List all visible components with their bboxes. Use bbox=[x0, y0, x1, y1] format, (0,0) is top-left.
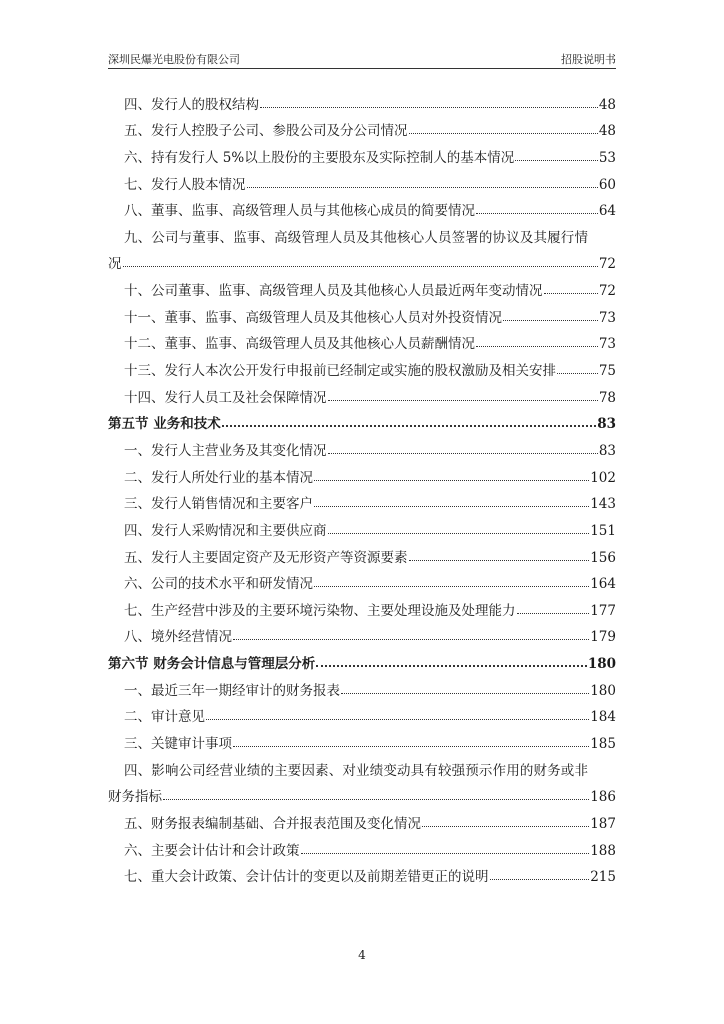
toc-entry[interactable] bbox=[108, 352, 616, 379]
toc-entry[interactable] bbox=[108, 486, 616, 513]
toc-entry[interactable] bbox=[108, 326, 616, 353]
dot-leader bbox=[233, 745, 589, 747]
toc-entry-page: 72 bbox=[598, 283, 616, 300]
toc-entry-title: 十三、发行人本次公开发行申报前已经制定或实施的股权激励及相关安排 bbox=[124, 363, 556, 380]
dot-leader bbox=[314, 505, 589, 507]
toc-entry-title: 三、关键审计事项 bbox=[124, 736, 232, 753]
toc-entry-page: 151 bbox=[590, 522, 616, 539]
dot-leader bbox=[301, 852, 590, 854]
toc-entry-title: 况 bbox=[108, 256, 122, 273]
toc-entry-title: 六、主要会计估计和会计政策 bbox=[124, 842, 300, 859]
toc-entry-title: 八、董事、监事、高级管理人员与其他核心成员的简要情况 bbox=[124, 203, 475, 220]
toc-entry-title: 十二、董事、监事、高级管理人员及其他核心人员薪酬情况 bbox=[124, 336, 475, 353]
toc-entry-page: 60 bbox=[598, 176, 616, 193]
toc-entry[interactable] bbox=[108, 592, 616, 619]
dot-leader bbox=[328, 532, 590, 534]
dot-leader bbox=[163, 798, 589, 800]
toc-entry-title: 八、境外经营情况 bbox=[124, 629, 232, 646]
page-header bbox=[108, 50, 616, 69]
dot-leader bbox=[341, 692, 589, 694]
dot-leader bbox=[222, 424, 597, 427]
toc-entry[interactable] bbox=[108, 86, 616, 113]
dot-leader bbox=[490, 878, 590, 880]
toc-entry[interactable] bbox=[108, 379, 616, 406]
toc-entry[interactable] bbox=[108, 113, 616, 140]
toc-entry[interactable] bbox=[108, 193, 616, 220]
dot-leader bbox=[206, 718, 589, 720]
toc-entry[interactable] bbox=[108, 725, 616, 752]
toc-entry-title: 十四、发行人员工及社会保障情况 bbox=[124, 389, 327, 406]
toc-entry-page: 75 bbox=[598, 363, 616, 380]
toc-entry-page: 83 bbox=[597, 416, 616, 433]
toc-entry-page: 73 bbox=[598, 309, 616, 326]
toc-entry-title: 一、发行人主营业务及其变化情况 bbox=[124, 442, 327, 459]
toc-entry[interactable] bbox=[108, 619, 616, 646]
toc-entry-title: 第五节 业务和技术 bbox=[108, 416, 221, 433]
toc-entry-page: 184 bbox=[590, 709, 616, 726]
header-company-name: 深圳民爆光电股份有限公司 bbox=[108, 53, 240, 66]
toc-entry-title: 三、发行人销售情况和主要客户 bbox=[124, 496, 313, 513]
toc-entry-page: 180 bbox=[590, 682, 616, 699]
toc-entry-page: 215 bbox=[590, 869, 616, 886]
dot-leader bbox=[422, 825, 589, 827]
dot-leader bbox=[260, 106, 598, 108]
toc-entry-title: 七、重大会计政策、会计估计的变更以及前期差错更正的说明 bbox=[124, 869, 489, 886]
toc-entry-page: 102 bbox=[590, 469, 616, 486]
toc-entry-page: 164 bbox=[590, 576, 616, 593]
page-number: 4 bbox=[358, 948, 366, 962]
header-document-title: 招股说明书 bbox=[561, 53, 616, 66]
toc-entry[interactable] bbox=[108, 672, 616, 699]
dot-leader bbox=[233, 638, 589, 640]
toc-entry-page: 73 bbox=[598, 336, 616, 353]
toc-entry[interactable] bbox=[108, 246, 616, 273]
dot-leader bbox=[409, 559, 590, 561]
toc-entry[interactable] bbox=[108, 752, 616, 779]
toc-entry-title: 一、最近三年一期经审计的财务报表 bbox=[124, 682, 340, 699]
toc-entry-page: 187 bbox=[590, 815, 616, 832]
toc-entry[interactable] bbox=[108, 512, 616, 539]
toc-entry[interactable] bbox=[108, 299, 616, 326]
toc-entry-title: 九、公司与董事、监事、高级管理人员及其他核心人员签署的协议及其履行情 bbox=[124, 229, 589, 246]
toc-entry[interactable] bbox=[108, 699, 616, 726]
toc-entry-page: 179 bbox=[590, 629, 616, 646]
dot-leader bbox=[123, 265, 598, 267]
toc-entry-title: 六、持有发行人 5%以上股份的主要股东及实际控制人的基本情况 bbox=[124, 149, 515, 166]
dot-leader bbox=[328, 452, 598, 454]
toc-section-entry[interactable] bbox=[108, 406, 616, 433]
toc-entry-page: 64 bbox=[598, 203, 616, 220]
dot-leader bbox=[517, 612, 590, 614]
toc-entry-page: 72 bbox=[598, 256, 616, 273]
toc-entry-page: 78 bbox=[598, 389, 616, 406]
toc-entry-page: 185 bbox=[590, 736, 616, 753]
toc-entry[interactable] bbox=[108, 566, 616, 593]
dot-leader bbox=[409, 132, 598, 134]
toc-entry-title: 二、审计意见 bbox=[124, 709, 205, 726]
dot-leader bbox=[476, 212, 598, 214]
toc-entry[interactable] bbox=[108, 805, 616, 832]
toc-entry[interactable] bbox=[108, 832, 616, 859]
toc-entry-page: 48 bbox=[598, 96, 616, 113]
toc-entry-title: 十、公司董事、监事、高级管理人员及其他核心人员最近两年变动情况 bbox=[124, 283, 543, 300]
toc-entry-title: 四、影响公司经营业绩的主要因素、对业绩变动具有较强预示作用的财务或非 bbox=[124, 762, 589, 779]
toc-entry-title: 五、发行人主要固定资产及无形资产等资源要素 bbox=[124, 549, 408, 566]
toc-entry-page: 186 bbox=[590, 789, 616, 806]
toc-entry-title: 七、发行人股本情况 bbox=[124, 176, 246, 193]
toc-entry-page: 143 bbox=[590, 496, 616, 513]
toc-entry-page: 188 bbox=[590, 842, 616, 859]
table-of-contents bbox=[108, 86, 616, 885]
dot-leader bbox=[515, 159, 598, 161]
toc-entry-page: 48 bbox=[598, 123, 616, 140]
toc-entry-title: 七、生产经营中涉及的主要环境污染物、主要处理设施及处理能力 bbox=[124, 602, 516, 619]
toc-entry-title: 财务指标 bbox=[108, 789, 162, 806]
toc-entry-page: 180 bbox=[587, 656, 616, 673]
toc-entry[interactable] bbox=[108, 459, 616, 486]
toc-entry[interactable] bbox=[108, 779, 616, 806]
toc-entry-title: 十一、董事、监事、高级管理人员及其他核心人员对外投资情况 bbox=[124, 309, 502, 326]
toc-entry[interactable] bbox=[108, 166, 616, 193]
toc-entry-page: 53 bbox=[598, 149, 616, 166]
toc-entry-title: 四、发行人的股权结构 bbox=[124, 96, 259, 113]
toc-entry-title: 六、公司的技术水平和研发情况 bbox=[124, 576, 313, 593]
dot-leader bbox=[557, 372, 598, 374]
toc-entry-title: 四、发行人采购情况和主要供应商 bbox=[124, 522, 327, 539]
toc-entry-page: 177 bbox=[590, 602, 616, 619]
toc-entry[interactable] bbox=[108, 432, 616, 459]
dot-leader bbox=[316, 664, 587, 667]
dot-leader bbox=[503, 319, 598, 321]
toc-entry-title: 五、财务报表编制基础、合并报表范围及变化情况 bbox=[124, 815, 421, 832]
toc-entry-title: 二、发行人所处行业的基本情况 bbox=[124, 469, 313, 486]
dot-leader bbox=[328, 399, 598, 401]
toc-entry[interactable] bbox=[108, 859, 616, 886]
toc-entry[interactable] bbox=[108, 219, 616, 246]
toc-entry-title: 五、发行人控股子公司、参股公司及分公司情况 bbox=[124, 123, 408, 140]
toc-entry[interactable] bbox=[108, 139, 616, 166]
dot-leader bbox=[314, 585, 589, 587]
toc-entry-title: 第六节 财务会计信息与管理层分析 bbox=[108, 656, 316, 673]
dot-leader bbox=[314, 479, 589, 481]
dot-leader bbox=[544, 292, 598, 294]
toc-entry-page: 83 bbox=[598, 442, 616, 459]
toc-section-entry[interactable] bbox=[108, 645, 616, 672]
dot-leader bbox=[247, 186, 598, 188]
toc-entry[interactable] bbox=[108, 539, 616, 566]
toc-entry[interactable] bbox=[108, 272, 616, 299]
toc-entry-page: 156 bbox=[590, 549, 616, 566]
dot-leader bbox=[476, 345, 598, 347]
